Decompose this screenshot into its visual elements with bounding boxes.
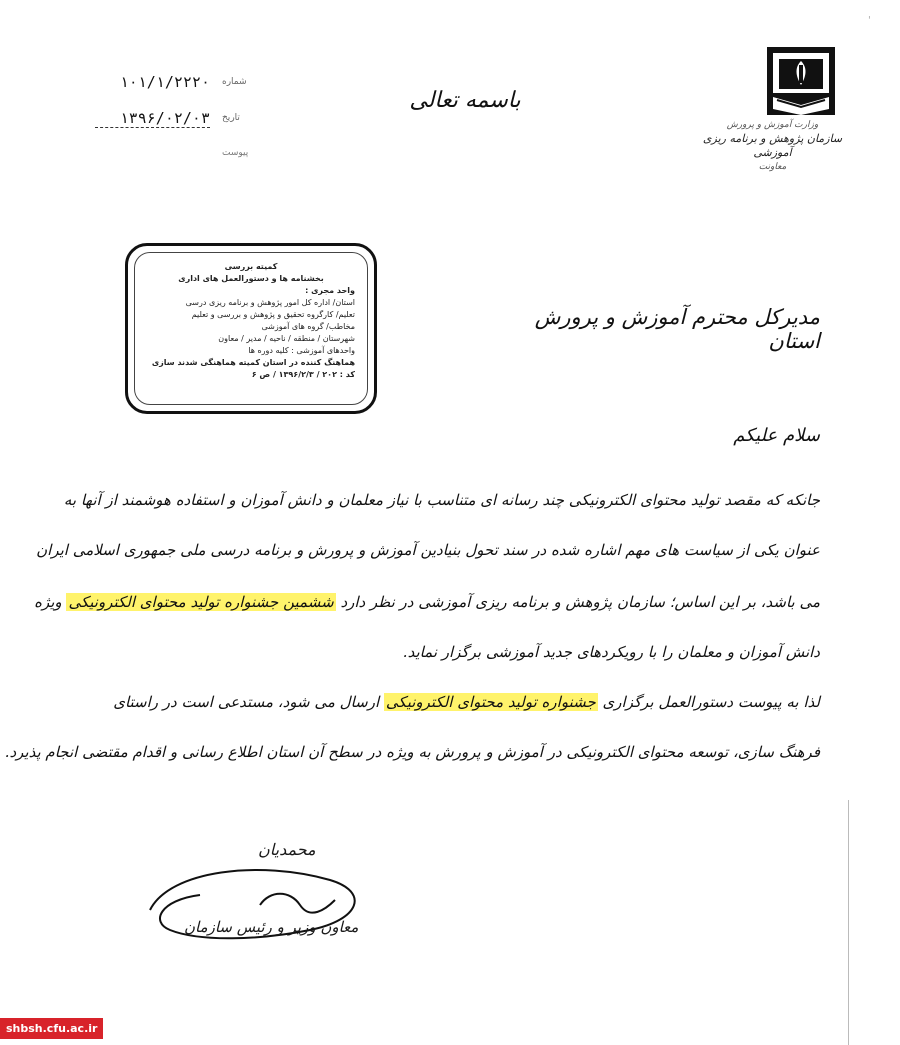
stamp-line: کد : ۲۰۲ / ۱۳۹۶/۲/۳ / ص ۶ xyxy=(251,370,355,379)
organization-block xyxy=(700,118,845,174)
date-row xyxy=(95,100,255,136)
attachment-label: پیوست xyxy=(222,148,249,158)
stamp-line: استان/ اداره کل امور پژوهش و برنامه ریزی درسی xyxy=(185,298,355,307)
body-text: ارسال می شود، مستدعی است در راستای xyxy=(113,693,380,711)
signatory-name: محمدیان xyxy=(258,840,316,859)
highlighted-festival-name: جشنواره تولید محتوای الکترونیکی xyxy=(385,693,596,711)
corner-mark: ' xyxy=(868,15,871,26)
scan-edge-line xyxy=(848,800,849,1045)
stamp-line: هماهنگ کننده در استان کمیته هماهنگی شدند سازی xyxy=(151,358,355,367)
stamp-inner xyxy=(134,252,368,405)
org-line-3: معاونت xyxy=(758,162,787,172)
number-row xyxy=(95,64,255,100)
stamp-line: تعلیم/ کارگروه تحقیق و پژوهش و بررسی و تعلیم xyxy=(191,310,355,319)
body-line: جانکه که مقصد تولید محتوای الکترونیکی چند رسانه ای متناسب با نیاز معلمان و دانش آموزان و استفاده هوشمند از آنها به xyxy=(63,491,820,509)
org-line-2: سازمان پژوهش و برنامه ریزی آموزشی xyxy=(702,132,843,159)
invocation-heading: باسمه تعالی xyxy=(409,88,521,113)
body-line: عنوان یکی از سیاست های مهم اشاره شده در سند تحول بنیادین آموزش و پرورش و برنامه درسی ملی جمهوری اسلامی ایران xyxy=(36,541,820,559)
number-label: شماره xyxy=(222,77,247,87)
recipient-line: مدیرکل محترم آموزش و پرورش استان xyxy=(534,305,820,353)
stamp-line: شهرستان / منطقه / ناحیه / مدیر / معاون xyxy=(218,334,355,343)
body-line: فرهنگ سازی، توسعه محتوای الکترونیکی در آموزش و پرورش به ویژه در سطح آن استان اطلاع رسانی و اقدام مقتضی انجام پذیرد. xyxy=(4,743,820,761)
stamp-line: کمیته بررسی xyxy=(224,262,278,271)
ministry-emblem-icon xyxy=(765,45,837,117)
body-line xyxy=(34,592,820,612)
handwritten-signature-icon xyxy=(140,850,390,960)
body-text: می باشد، بر این اساس؛ سازمان پژوهش و برنامه ریزی آموزشی در نظر دارد xyxy=(340,593,820,611)
org-line-1: وزارت آموزش و پرورش xyxy=(726,120,819,130)
highlighted-festival-title: ششمین جشنواره تولید محتوای الکترونیکی xyxy=(68,593,334,611)
committee-stamp xyxy=(125,243,377,414)
body-text: ویژه xyxy=(34,593,62,611)
signatory-title: معاون وزیر و رئیس سازمان xyxy=(184,918,359,936)
date-label: تاریخ xyxy=(222,113,240,123)
stamp-line: واحد مجری : xyxy=(305,286,355,295)
source-watermark: shbsh.cfu.ac.ir xyxy=(0,1018,103,1039)
signature-block xyxy=(140,840,390,960)
body-text: لذا به پیوست دستورالعمل برگزاری xyxy=(602,693,820,711)
stamp-line: مخاطب/ گروه های آموزشی xyxy=(261,322,355,331)
stamp-line: واحدهای آموزشی : کلیه دوره ها xyxy=(248,346,355,355)
greeting-line: سلام علیکم xyxy=(733,425,820,446)
reference-block xyxy=(95,64,255,136)
body-line: دانش آموزان و معلمان را با رویکردهای جدید آموزشی برگزار نماید. xyxy=(402,643,820,661)
letter-date: ۱۳۹۶/۰۲/۰۳ xyxy=(95,109,210,128)
body-line xyxy=(60,692,820,712)
letter-number: ۱۰۱/۱/۲۲۲۰ xyxy=(119,73,210,91)
stamp-line: بخشنامه ها و دستورالعمل های اداری xyxy=(178,274,324,283)
